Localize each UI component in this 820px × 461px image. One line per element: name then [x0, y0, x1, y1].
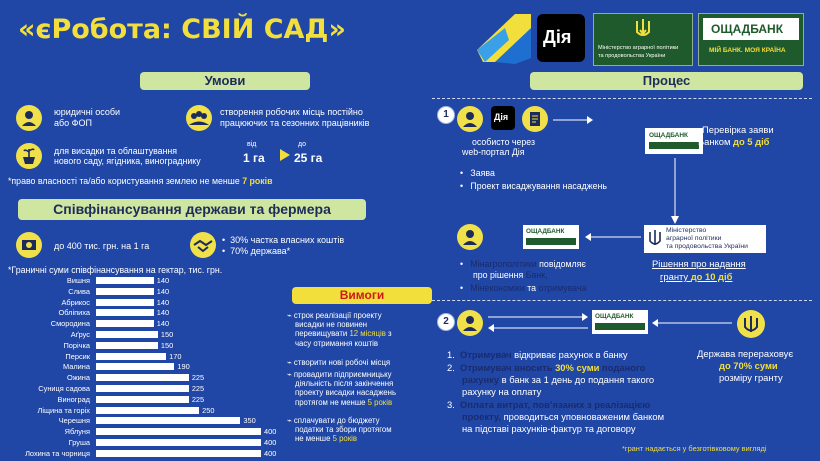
trident-icon: [635, 18, 651, 40]
who-line1: юридичні особи: [54, 107, 121, 117]
requirement-item-1: ⌁ строк реалізації проекту висадки не повинен перевищувати 12 місяців з часу отримання коштів: [287, 311, 392, 348]
oschadbank-card-3: [592, 310, 648, 334]
money-icon: [16, 232, 42, 258]
area-from-value: 1 га: [243, 151, 265, 165]
plant-basket-icon: [16, 143, 42, 169]
step2-item-3-line2: проекту, проводиться уповноваженим банком: [462, 411, 665, 422]
recipient-step2-icon: [457, 310, 483, 336]
trident-small-icon: [648, 229, 662, 249]
bar-label: Ожина: [66, 373, 90, 383]
bar-label: Малина: [63, 362, 90, 372]
bar-label: Аґрус: [70, 330, 90, 339]
planting-line1: для висадки та облаштування: [54, 146, 178, 156]
ministry-card-text: Міністерство аграрної політики та продовольства України: [666, 227, 748, 250]
bar-value-label: 225: [191, 373, 205, 383]
bar-label: Порічка: [63, 340, 90, 350]
bar-label: Черешня: [58, 416, 90, 426]
step2-item-3-line3: на підставі рахунків-фактур та договору: [462, 423, 636, 434]
step1-item-project: • Проект висаджування насаджень: [460, 181, 608, 191]
step2-item-2-line3: рахунку на оплату: [462, 386, 542, 397]
bar-label: Смородина: [50, 319, 90, 329]
requirement-item-4: ⌁ сплачувати до бюджету податки та збори протягом не менше 5 років: [287, 416, 392, 444]
requirement-item-3: ⌁ провадити підприємницьку діяльність після закінчення проекту висадки насаджень протягом не менше 5 років: [287, 370, 397, 407]
bar: [96, 320, 154, 327]
bar-value-label: 400: [264, 427, 277, 437]
step2-item-3: 3. Оплата витрат, пов’язаних з реалізацією: [447, 399, 651, 410]
bar: [96, 396, 189, 403]
area-to-label: до: [298, 141, 306, 148]
ministry-logo-line2: та продовольства України: [598, 53, 666, 59]
recipient-icon: [457, 224, 483, 250]
bar-label: Груша: [68, 438, 90, 447]
bar-label: Суниця садова: [38, 384, 90, 393]
bar: [96, 277, 154, 284]
requirement-item-2: ⌁ створити нові робочі місця: [287, 358, 391, 367]
oschadbank-logo: [698, 13, 804, 66]
bank-check-line2: Банком до 5 діб: [698, 136, 770, 147]
bar-value-label: 150: [160, 330, 174, 339]
ministry-card: [644, 225, 766, 253]
arrow-right-icon: [279, 148, 291, 162]
diia-small-logo: [491, 106, 515, 130]
bar: [96, 428, 261, 435]
bar: [96, 353, 166, 360]
notify-item-1-cont: про рішення Банк,: [473, 270, 548, 280]
bar: [96, 309, 154, 316]
ministry-logo: [593, 13, 693, 66]
arrow-from-ministry: [585, 232, 641, 242]
bar-label: Обліпиха: [58, 308, 90, 318]
bar-label: Яблуня: [64, 427, 90, 437]
area-to-value: 25 га: [294, 151, 323, 165]
workers-icon: [186, 105, 212, 131]
arrow-to-bank: [553, 115, 593, 125]
document-icon: [522, 106, 548, 132]
bar: [96, 385, 189, 392]
step1-via: особисто через: [472, 137, 535, 147]
bar-label: Персик: [65, 351, 90, 361]
bar-value-label: 140: [156, 286, 170, 296]
handshake-icon: [190, 232, 216, 258]
bar-value-label: 140: [156, 276, 170, 285]
bar-value-label: 140: [156, 297, 170, 307]
state-transfer-line1: Держава перераховує: [697, 348, 794, 359]
diia-logo: [537, 14, 585, 62]
person-icon: [16, 105, 42, 131]
bar: [96, 439, 261, 446]
bar-value-label: 400: [264, 438, 277, 447]
bar-value-label: 170: [169, 351, 182, 361]
cofinancing-bar-chart: [0, 275, 285, 461]
ministry-logo-line1: Міністерство аграрної політики: [598, 45, 679, 51]
step-2-number: 2: [437, 313, 455, 331]
bar: [96, 417, 240, 424]
ownership-note: *право власності та/або користування землею не менше 7 років: [8, 176, 273, 186]
bar: [96, 450, 261, 457]
bar-label: Вишня: [66, 276, 90, 285]
jobs-line2: працюючих та сезонних працівників: [220, 118, 370, 128]
bar-label: Ліщина та горіх: [37, 405, 90, 415]
step2-item-2-line2: рахунку в банк за 1 день до подання такого: [462, 374, 655, 385]
page-title: «єРобота: СВІЙ САД»: [18, 14, 346, 45]
applicant-icon: [457, 106, 483, 132]
diia-small-logo-text: Дія: [494, 112, 509, 122]
bar: [96, 407, 199, 414]
ministry-decision-line1: Рішення про надання: [652, 258, 746, 269]
oschadbank-logo-name: ОЩАДБАНК: [711, 22, 784, 36]
process-header: Процес: [530, 72, 803, 90]
bar-value-label: 250: [202, 405, 215, 415]
oschadbank-card-2: [523, 225, 579, 249]
conditions-header: Умови: [140, 72, 310, 90]
bar: [96, 331, 158, 338]
process-divider-middle: [432, 300, 812, 301]
bar: [96, 342, 158, 349]
bar-value-label: 150: [160, 340, 174, 350]
bar: [96, 374, 189, 381]
requirements-header: Вимоги: [292, 287, 432, 304]
bar: [96, 288, 154, 295]
who-line2: або ФОП: [54, 118, 92, 128]
arrow-to-ministry: [670, 158, 680, 224]
step2-item-1: 1. Отримувач відкриває рахунок в банку: [447, 349, 628, 360]
bar-value-label: 350: [243, 416, 256, 426]
bank-check-line1: Перевірка заяви: [702, 124, 774, 135]
state-transfer-line3: розміру гранту: [719, 372, 783, 383]
bar-value-label: 140: [156, 308, 170, 318]
oschadbank-card-2-name: ОЩАДБАНК: [526, 228, 565, 235]
diia-logo-text: Дія: [543, 27, 572, 47]
arrows-recipient-bank: [488, 312, 588, 334]
notify-item-2: • Мінекономіки та отримувача: [460, 283, 587, 293]
oschadbank-card-3-name: ОЩАДБАНК: [595, 313, 634, 320]
bar: [96, 363, 174, 370]
bar-value-label: 140: [156, 319, 170, 329]
bar-value-label: 225: [191, 384, 205, 393]
bar: [96, 299, 154, 306]
state-transfer-line2: до 70% суми: [719, 360, 778, 371]
step-1-number: 1: [437, 106, 455, 124]
oschadbank-card-1: [645, 128, 703, 154]
area-from-label: від: [247, 141, 257, 148]
own-share-item: • 30% частка власних коштів: [222, 235, 345, 245]
notify-item-1: • Мінагрополітики повідомляє: [460, 259, 586, 269]
bar-value-label: 400: [264, 448, 277, 458]
arrow-state-to-bank: [652, 318, 732, 328]
ministry-decision-line2: гранту до 10 діб: [660, 271, 733, 282]
oschadbank-card-1-name: ОЩАДБАНК: [649, 132, 689, 139]
chart-caption: *Граничні суми співфінансування на гектар, тис. грн.: [8, 265, 223, 275]
bar-label: Лохина та чорниця: [25, 448, 90, 458]
cofinancing-header: Співфінансування держави та фермера: [18, 199, 366, 220]
process-divider-top: [432, 98, 812, 99]
bar-label: Виноград: [57, 394, 90, 404]
bar-value-label: 225: [191, 394, 205, 404]
bar-label: Абрикос: [61, 297, 90, 307]
jobs-line1: створення робочих місць постійно: [220, 107, 363, 117]
oschadbank-logo-slogan: МІЙ БАНК. МОЯ КРАЇНА: [709, 47, 786, 54]
step2-item-2: 2. Отримувач вносить 30% суми поданого: [447, 362, 646, 373]
ukraine-ribbon-logo: [475, 10, 533, 66]
bar-value-label: 190: [177, 362, 190, 372]
bar-label: Слива: [68, 286, 90, 296]
cofinancing-limit: до 400 тис. грн. на 1 га: [54, 241, 150, 251]
process-footnote: *грант надається у безготівковому вигляді: [622, 444, 767, 453]
step1-portal: web-портал Дія: [462, 147, 525, 157]
state-trident-icon: [737, 310, 765, 338]
step1-item-application: • Заява: [460, 168, 495, 178]
state-share-item: • 70% держава*: [222, 246, 291, 256]
planting-line2: нового саду, ягідника, винограднику: [54, 156, 201, 166]
